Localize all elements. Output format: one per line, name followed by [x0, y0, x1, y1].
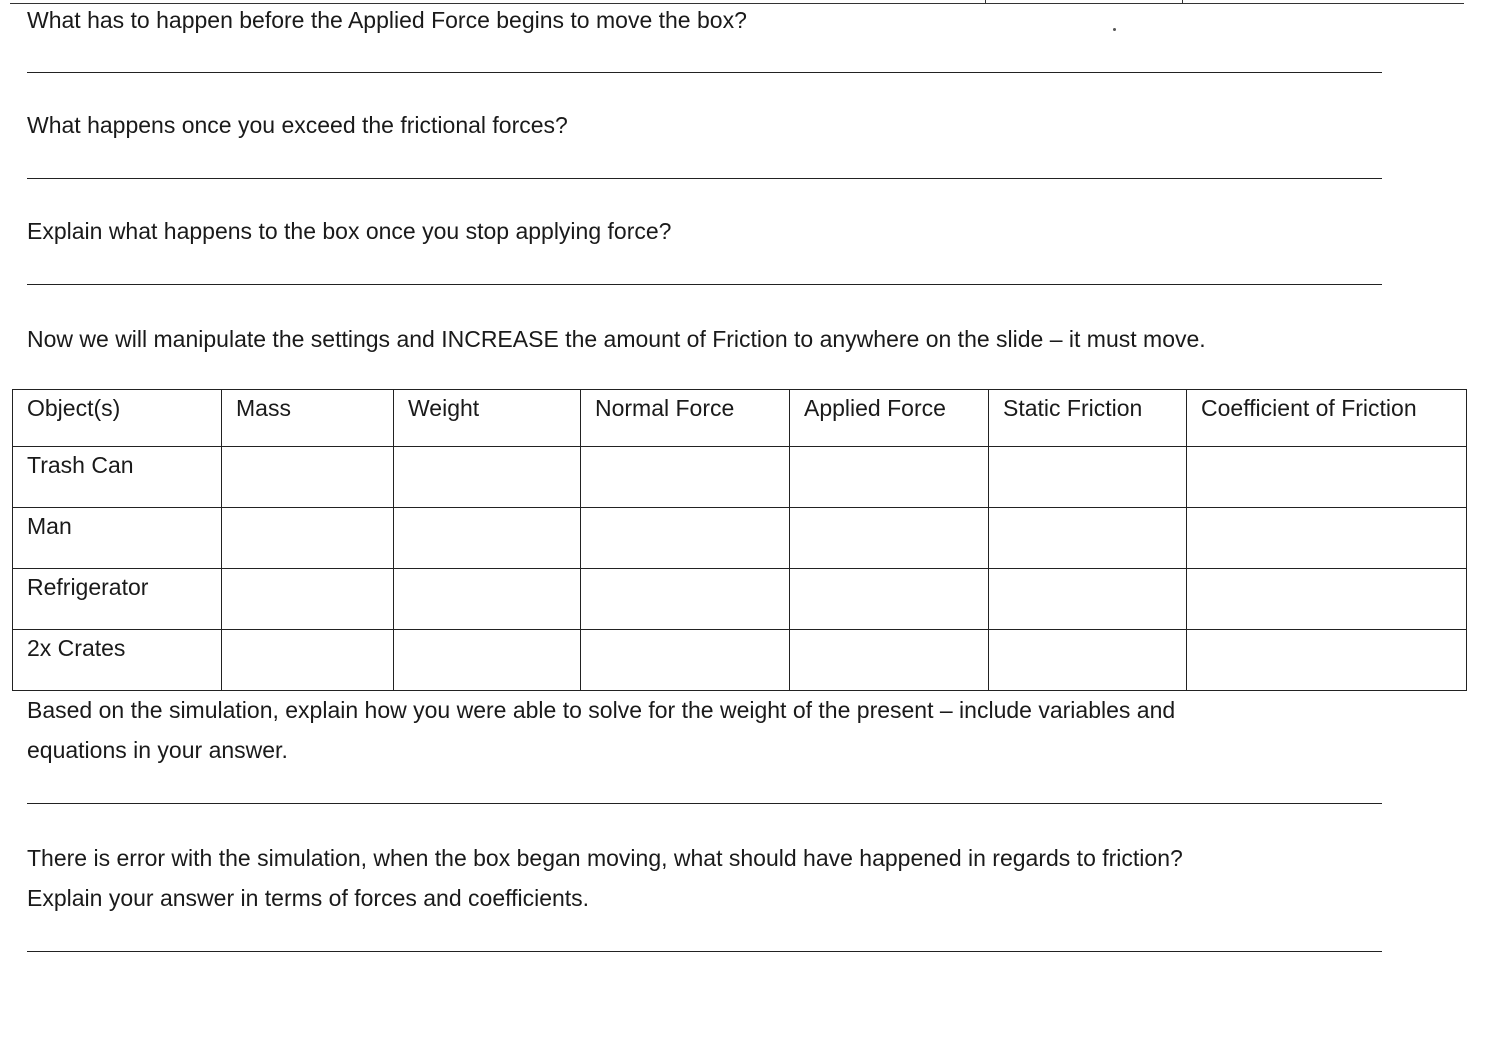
answer-line-2[interactable]	[27, 178, 1382, 179]
question-stop-force: Explain what happens to the box once you stop applying force?	[27, 218, 672, 244]
table-cell[interactable]	[989, 447, 1187, 508]
table-row	[13, 447, 1467, 508]
table-cell[interactable]	[581, 447, 790, 508]
row-label-man: Man	[13, 508, 222, 569]
question-applied-force: What has to happen before the Applied Force begins to move the box?	[27, 7, 747, 33]
answer-line-5[interactable]	[27, 951, 1382, 952]
table-row	[13, 569, 1467, 630]
row-label-2x-crates: 2x Crates	[13, 630, 222, 691]
table-cell[interactable]	[222, 569, 394, 630]
answer-line-4[interactable]	[27, 803, 1382, 804]
table-cell[interactable]	[1187, 508, 1467, 569]
table-cell[interactable]	[1187, 569, 1467, 630]
table-cell[interactable]	[222, 508, 394, 569]
question-error-line-1: There is error with the simulation, when the box began moving, what should have happened in regards to friction?	[27, 845, 1183, 871]
table-row	[13, 508, 1467, 569]
table-cell[interactable]	[581, 569, 790, 630]
table-cell[interactable]	[1187, 630, 1467, 691]
question-weight-line-1: Based on the simulation, explain how you were able to solve for the weight of the present – include variables and	[27, 697, 1176, 723]
header-applied-force: Applied Force	[790, 390, 989, 447]
instruction-increase-friction: Now we will manipulate the settings and INCREASE the amount of Friction to anywhere on the slide – it must move.	[27, 326, 1206, 352]
table-cell[interactable]	[581, 508, 790, 569]
table-cell[interactable]	[394, 508, 581, 569]
question-weight-line-2: equations in your answer.	[27, 737, 288, 763]
header-coefficient-of-friction: Coefficient of Friction	[1187, 390, 1467, 447]
table-cell[interactable]	[790, 569, 989, 630]
table-cell[interactable]	[222, 630, 394, 691]
header-normal-force: Normal Force	[581, 390, 790, 447]
friction-data-table	[12, 389, 1467, 691]
row-label-refrigerator: Refrigerator	[13, 569, 222, 630]
answer-line-3[interactable]	[27, 284, 1382, 285]
table-cell[interactable]	[222, 447, 394, 508]
answer-line-1[interactable]	[27, 72, 1382, 73]
stray-mark	[1113, 28, 1116, 31]
table-cell[interactable]	[790, 630, 989, 691]
question-error-line-2: Explain your answer in terms of forces and coefficients.	[27, 885, 590, 911]
table-cell[interactable]	[394, 447, 581, 508]
table-cell[interactable]	[989, 569, 1187, 630]
table-cell[interactable]	[989, 630, 1187, 691]
table-cell[interactable]	[790, 447, 989, 508]
header-mass: Mass	[222, 390, 394, 447]
table-cell[interactable]	[1187, 447, 1467, 508]
header-objects: Object(s)	[13, 390, 222, 447]
table-row	[13, 630, 1467, 691]
table-cell[interactable]	[989, 508, 1187, 569]
table-header-row	[13, 390, 1467, 447]
table-cell[interactable]	[790, 508, 989, 569]
table-cell[interactable]	[394, 569, 581, 630]
header-static-friction: Static Friction	[989, 390, 1187, 447]
table-cell[interactable]	[581, 630, 790, 691]
row-label-trash-can: Trash Can	[13, 447, 222, 508]
header-weight: Weight	[394, 390, 581, 447]
question-exceed-friction: What happens once you exceed the frictional forces?	[27, 112, 568, 138]
table-cell[interactable]	[394, 630, 581, 691]
